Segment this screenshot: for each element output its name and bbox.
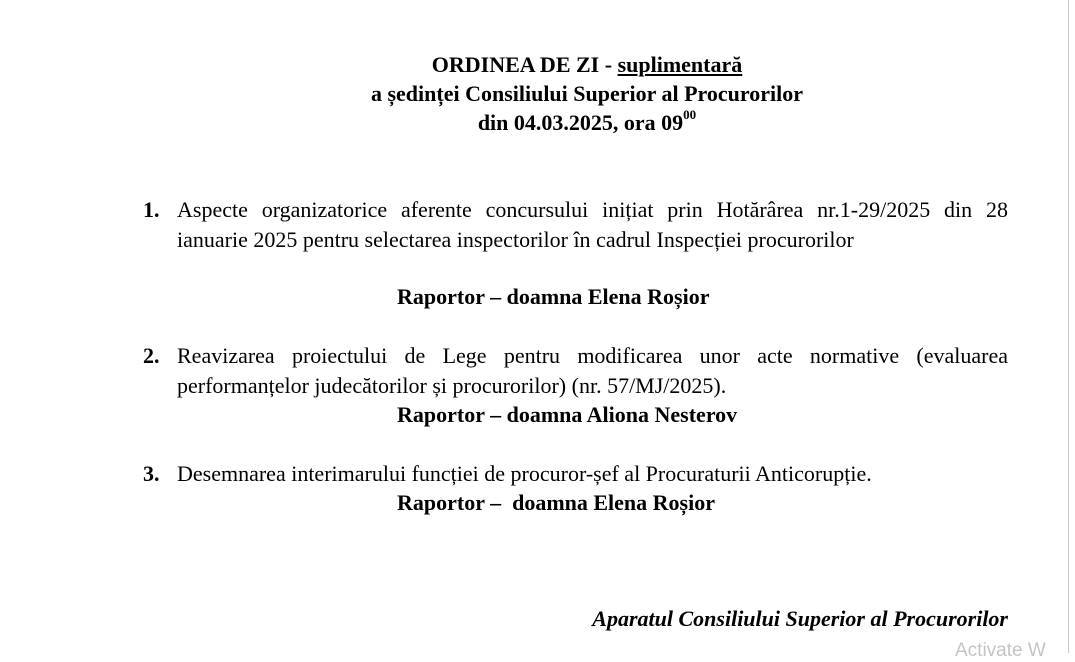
agenda-item-number: 1. bbox=[143, 197, 160, 222]
agenda-item-number: 3. bbox=[143, 461, 160, 486]
agenda-item-reporter: Raportor – doamna Aliona Nesterov bbox=[397, 402, 738, 427]
signature: Aparatul Consiliului Superior al Procurorilor bbox=[592, 606, 1008, 631]
agenda-item-reporter: Raportor – doamna Elena Roșior bbox=[397, 490, 715, 515]
date-line bbox=[0, 108, 1075, 137]
agenda-item-reporter: Raportor – doamna Elena Roșior bbox=[397, 284, 710, 309]
document-title-block bbox=[0, 50, 1075, 137]
subtitle-line: a ședinței Consiliului Superior al Procurorilor bbox=[370, 81, 804, 106]
time-superscript: 00 bbox=[683, 106, 697, 122]
title-underlined: suplimentară bbox=[617, 52, 743, 77]
agenda-item-text: Reavizarea proiectului de Lege pentru modificarea unor acte normative (evaluarea performanțelor judecătorilor și procurorilor) (nr. 57/MJ/2025). bbox=[177, 343, 1008, 398]
date-text: din 04.03.2025, ora 09 bbox=[477, 110, 684, 135]
agenda-item-number: 2. bbox=[143, 343, 160, 368]
activation-watermark: Activate W bbox=[955, 640, 1046, 661]
title-line bbox=[0, 50, 1075, 79]
agenda-item-1 bbox=[143, 195, 1008, 254]
agenda-item-text: Desemnarea interimarului funcției de procuror-șef al Procuraturii Anticorupție. bbox=[177, 461, 872, 486]
title-prefix: ORDINEA DE ZI - bbox=[431, 52, 618, 77]
agenda-item-2 bbox=[143, 341, 1008, 400]
agenda-item-text: Aspecte organizatorice aferente concursului inițiat prin Hotărârea nr.1-29/2025 din 28 ianuarie 2025 pentru selectarea inspectorilor în cadrul Inspecției procurorilor bbox=[177, 197, 1008, 252]
agenda-item-3 bbox=[143, 459, 1008, 489]
